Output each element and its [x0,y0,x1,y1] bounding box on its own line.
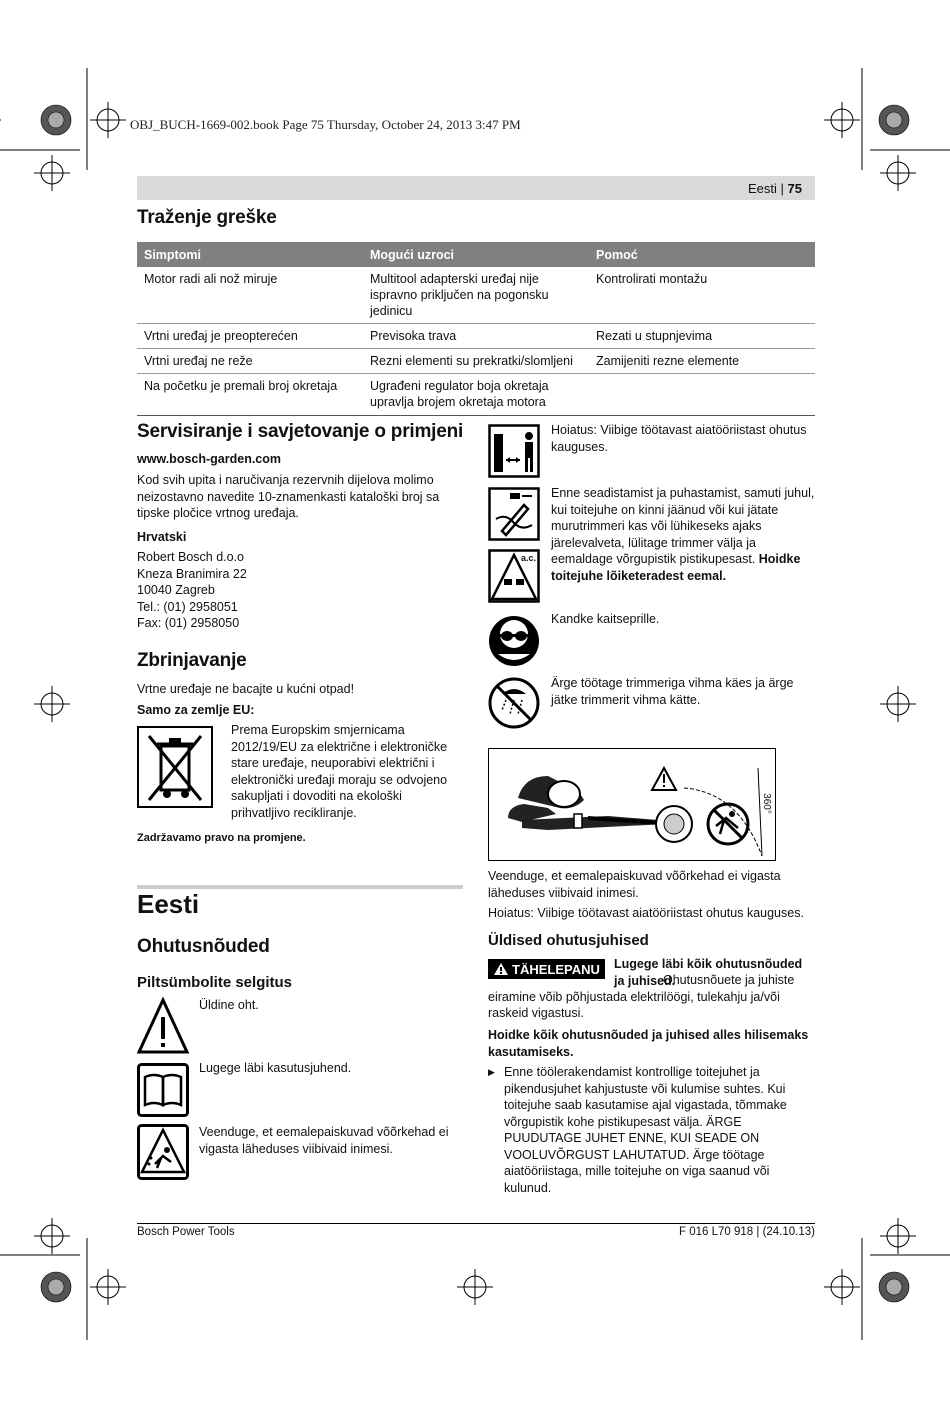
header-section: Eesti [747,181,777,196]
disposal-title: Zbrinjavanje [137,650,247,671]
table-cell: Vrtni uređaj ne reže [137,349,363,374]
column-header: Mogući uzroci [363,242,589,267]
page-header [748,181,802,196]
table-row [137,324,815,349]
table-cell: Vrtni uređaj je preopterećen [137,324,363,349]
address-line: Tel.: (01) 2958051 [137,599,238,614]
warning-bold: Lugege läbi kõik ohutusnõuded ja juhised. [614,957,803,988]
table-cell: Motor radi ali nož miruje [137,267,363,324]
table-cell: Previsoka trava [363,324,589,349]
footer-left: Bosch Power Tools [137,1226,235,1238]
trimmer-safety-figure [488,748,778,862]
table-cell: Na početku je premali broj okretaja [137,374,363,416]
column-header: Pomoć [589,242,815,267]
angle-label: 360° [760,793,772,814]
symbol-text: Üldine oht. [199,998,259,1012]
eesti-title: Eesti [137,889,200,919]
book-info-line: OBJ_BUCH-1669-002.book Page 75 Thursday, October 24, 2013 3:47 PM [130,117,521,132]
unplug-icon [488,487,540,541]
footer-right: F 016 L70 918 | (24.10.13) [679,1226,815,1238]
symbol-text: Hoiatus: Viibige töötavast aiatööriistast ohutus kauguses. [551,423,807,454]
reserve-note: Zadržavamo pravo na promjene. [137,832,306,844]
table-row [137,267,815,324]
service-address [137,549,247,632]
table-row [137,374,815,416]
address-line: Robert Bosch d.o.o [137,550,245,564]
symbol-text: Enne seadistamist ja puhastamist, samuti juhul, kui toitejuhe on kinni jäänud või kui jätate murutrimmeri kas või lühikeseks ajaks järelevalveta, lülitage trimmer välja ja eemaldage võrgupistik pistikupesast. [551,486,815,566]
crosshair-top-left [90,102,126,138]
list-item: ▶ Enne töölerakendamist kontrollige toitejuhet ja pikendusjuhet kahjustuste või kulumise suhtes. Kui toitejuhe saab kasutamise ajal vigastada, tõmmake võrgupistik kohe pistikupesast välja. ÄRGE PUUDUTAGE JUHET ENNE, KUI SEADE ON VOOLUVÕRGUST LAHUTATUD. Ärge töötage aiatööriistaga, mille toitejuhe on viga saanud või kulunud. [488,1064,815,1196]
symbols-title: Piltsümbolite selgitus [137,974,293,991]
footer-rule [137,1223,815,1224]
crossed-bin-icon [137,726,213,808]
figure-caption: Hoiatus: Viibige töötavast aiatööriistast ohutus kauguses. [488,906,804,920]
warning-text: Ohutusnõuete ja juhiste eiramine võib põhjustada elektrilöögi, tulekahju ja/või raskeid vigastusi. [488,973,795,1020]
table-cell: Zamijeniti rezne elemente [589,349,815,374]
table-cell: Multitool adapterski uređaj nije ispravno priključen na pogonsku jedinicu [363,267,589,324]
header-separator: | [780,181,784,196]
address-line: Fax: (01) 2958050 [137,616,240,630]
table-cell: Rezati u stupnjevima [589,324,815,349]
bullet-list [488,1064,815,1196]
table-cell: Kontrolirati montažu [589,267,815,324]
warning-triangle-icon [137,997,189,1055]
figure-caption: Veenduge, et eemalepaiskuvad võõrkehad ei vigasta läheduses viibivaid inimesi. [488,869,781,900]
table-row [137,349,815,374]
keep-instructions: Hoidke kõik ohutusnõuded ja juhised alles hilisemaks kasutamiseks. [488,1028,809,1059]
address-line: Kneza Branimira 22 [137,566,247,581]
symbol-text: Ärge töötage trimmeriga vihma käes ja ärge jätke trimmerit vihma kätte. [551,676,794,707]
service-intro: Kod svih upita i naručivanja rezervnih dijelova molimo neizostavno navedite 10-znamenkasti kataloški broj sa tipske pločice vrtnog uređaja. [137,473,440,520]
ac-label: a.c. [521,553,537,563]
no-rain-icon [488,676,540,730]
symbol-text: Kandke kaitseprille. [551,612,660,626]
header-bar [137,176,815,200]
symbol-text: Lugege läbi kasutusjuhend. [199,1061,352,1075]
service-title: Servisiranje i savjetovanje o primjeni [137,421,464,442]
service-country: Hrvatski [137,530,187,544]
troubleshooting-title: Traženje greške [137,207,277,228]
warning-badge-label: TÄHELEPANU [512,961,600,977]
general-title: Üldised ohutusjuhised [488,932,649,949]
address-line: 10040 Zagreb [137,583,215,597]
table-cell: Rezni elementi su prekratki/slomljeni [363,349,589,374]
eu-text: Prema Europskim smjernicama 2012/19/EU za električne i elektroničke stare uređaje, neuporabivi električni i elektronički uređaji moraju se odvojeno sakupljati i dovoditi na ekološki prihvatljivo recikliranje. [231,723,448,820]
table-header [137,242,815,267]
table-cell [589,374,815,416]
safe-distance-icon [488,424,540,478]
troubleshooting-table [137,242,815,416]
symbol-text-bold: Hoidke toitejuhe lõiketeradest eemal. [551,552,801,583]
eu-label: Samo za zemlje EU: [137,703,255,717]
column-header: Simptomi [137,242,363,267]
flying-debris-icon [137,1124,189,1180]
goggles-icon [488,614,540,668]
symbol-text-unplug [551,485,815,584]
safety-title: Ohutusnõuded [137,936,270,957]
service-url[interactable]: www.bosch-garden.com [137,452,282,466]
manual-book-icon [137,1063,189,1117]
page-number: 75 [787,181,802,196]
table-cell: Ugrađeni regulator boja okretaja upravlja brojem okretaja motora [363,374,589,416]
disposal-line: Vrtne uređaje ne bacajte u kućni otpad! [137,682,355,696]
symbol-text: Veenduge, et eemalepaiskuvad võõrkehad ei vigasta läheduses viibivaid inimesi. [199,1125,449,1156]
